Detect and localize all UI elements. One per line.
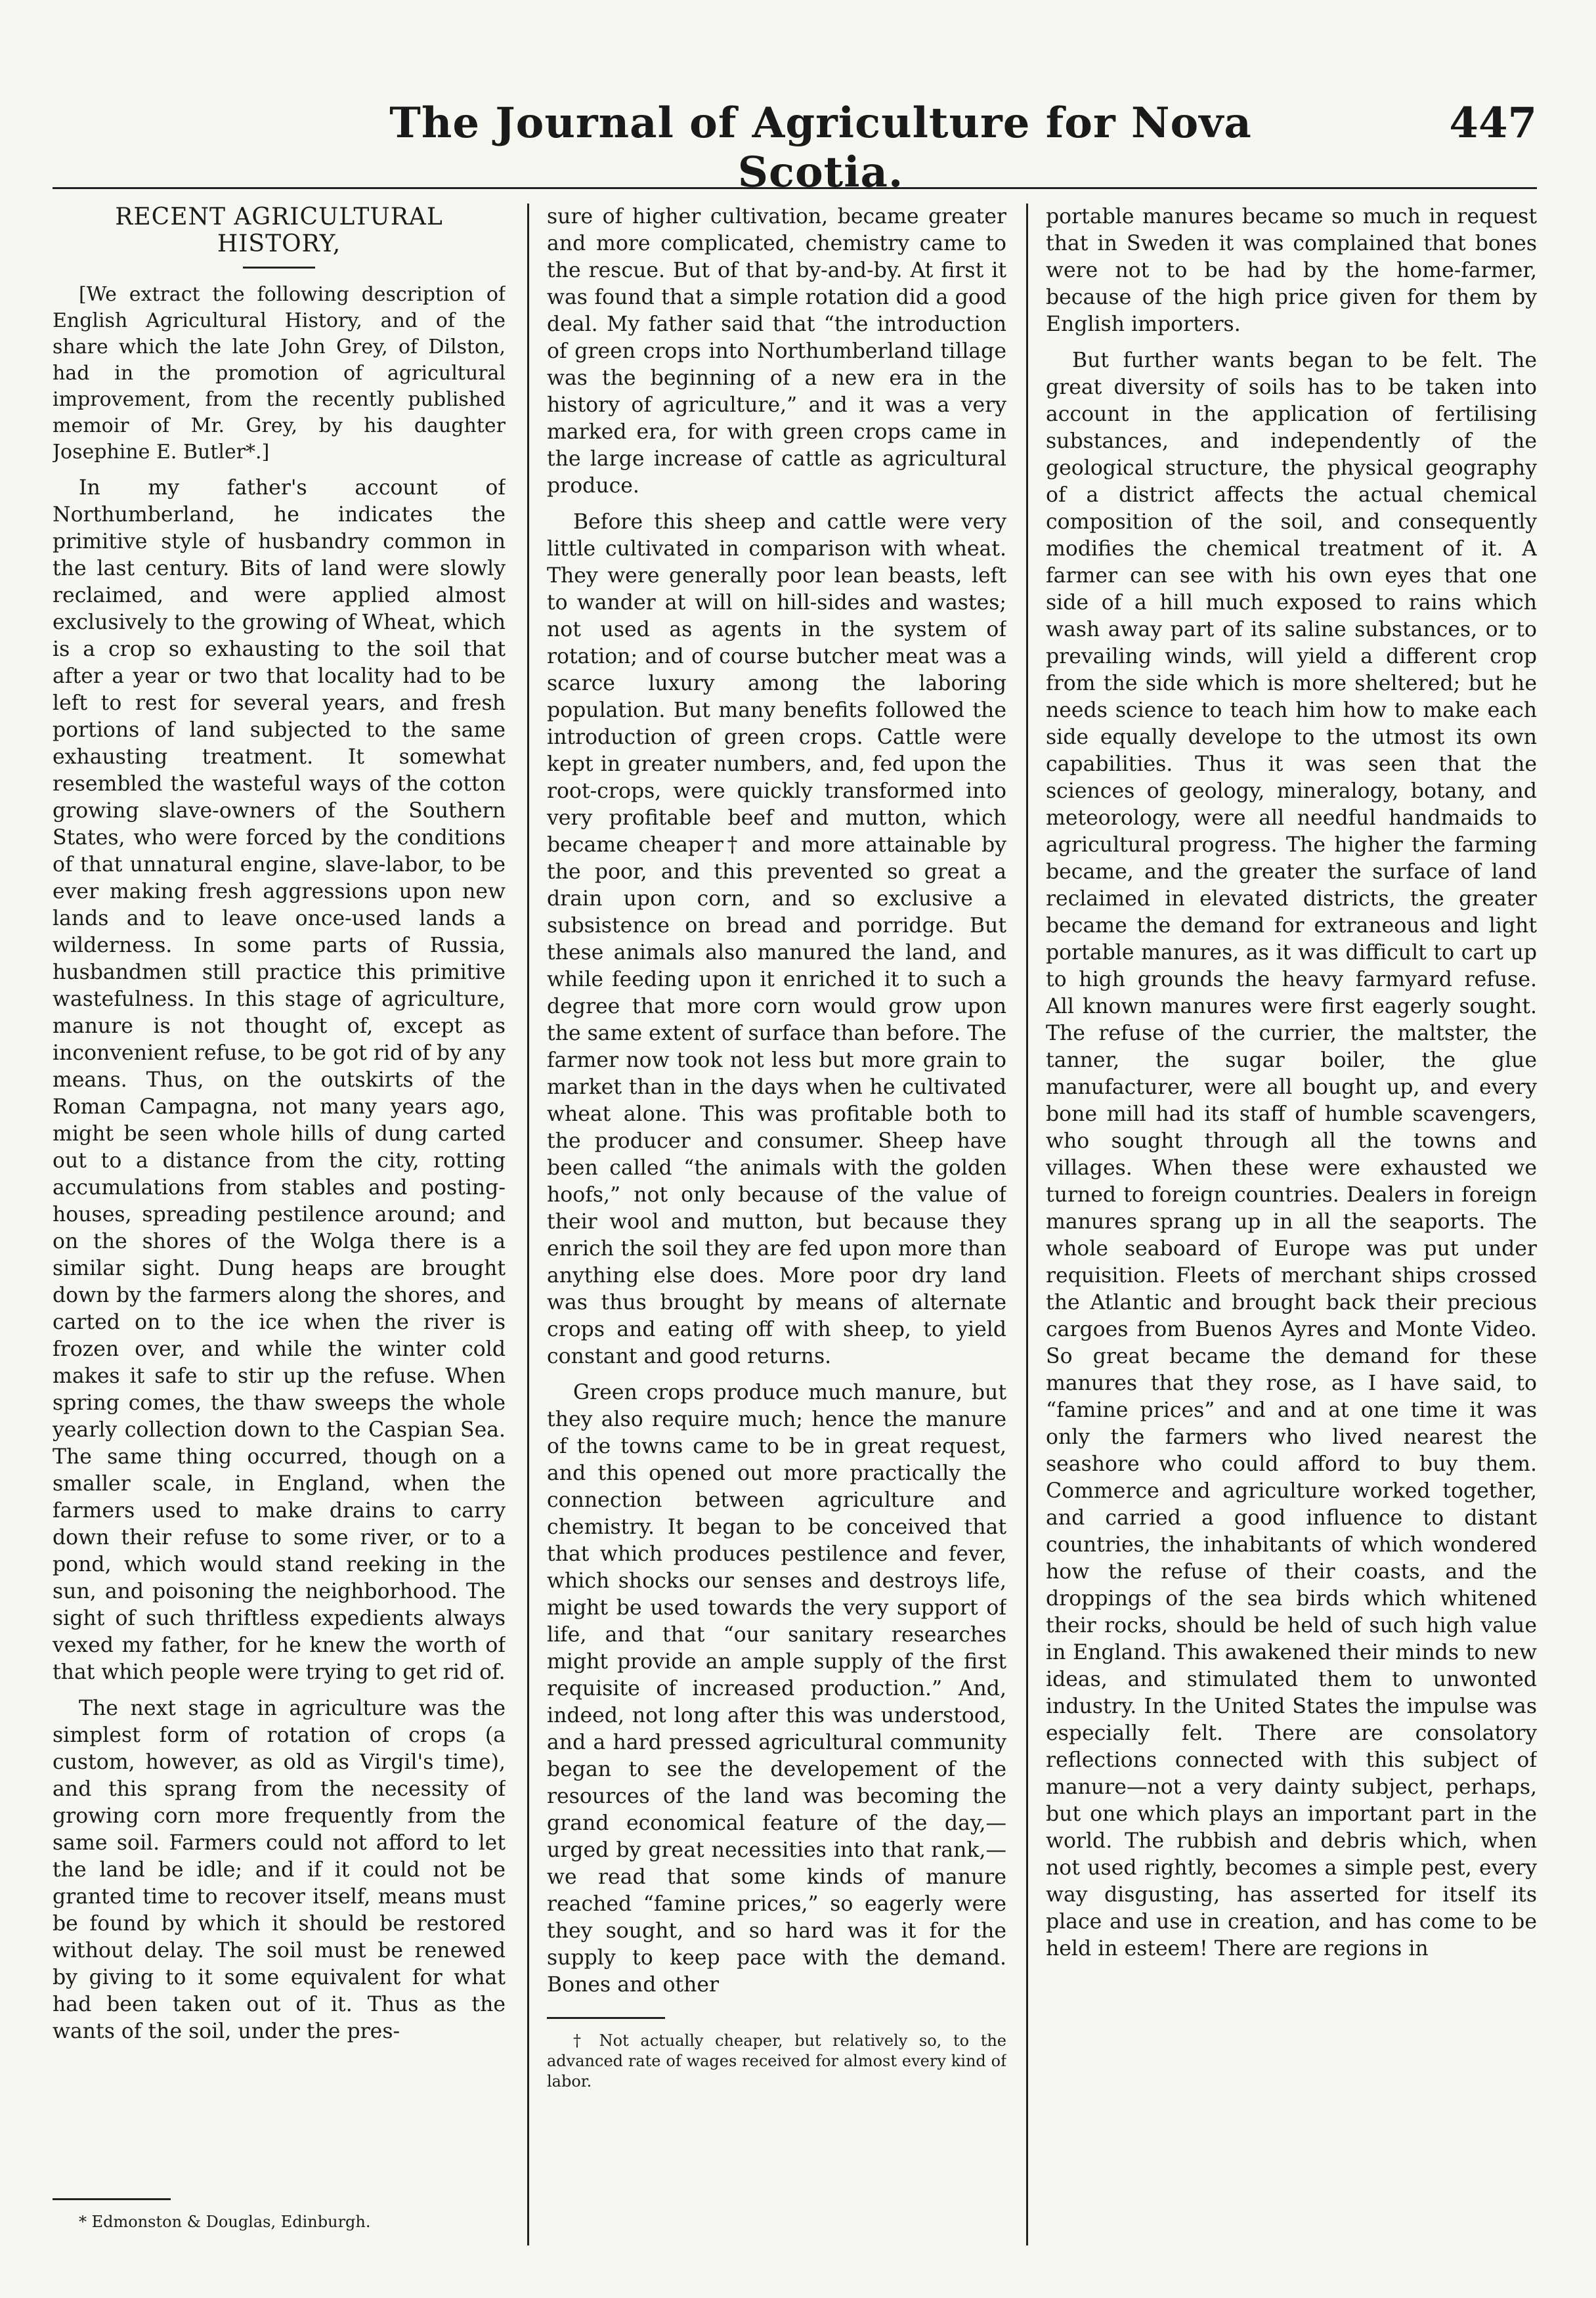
title-rule [243,267,315,269]
paragraph: Before this sheep and cattle were very little cultivated in comparison with wheat. They were generally poor lean beasts, left to wander at will on hill-sides and wastes; not used as agents in the system of rotation; and of course butcher meat was a scarce luxury among the laboring population. But many benefits followed the introduction of green crops. Cattle were kept in greater numbers, and, fed upon the root-crops, were quickly transformed into very profitable beef and mutton, which became cheaper† and more attainable by the poor, and this prevented so great a drain upon corn, and so exclusive a subsistence on bread and porridge. But these animals also manured the land, and while feeding upon it enriched it to such a degree that more corn would grow upon the same extent of surface than before. The farmer now took not less but more grain to market than in the days when he cultivated wheat alone. This was profitable both to the producer and consumer. Sheep have been called “the animals with the golden hoofs,” not only because of the value of their wool and mutton, but because they enrich the soil they are fed upon more than anything else does. More poor dry land was thus brought by means of alternate crops and eating off with sheep, to yield constant and good returns. [547,510,1006,1368]
paragraph: In my father's account of Northumberland, he indicates the primitive style of husbandry common in the last century. Bits of land were slowly reclaimed, and were applied almost exclusively to the growing of Wheat, which is a crop so exhausting to the soil that after a year or two that locality had to be left to rest for several years, and fresh portions of land subjected to the same exhausting treatment. It somewhat resembled the wasteful ways of the cotton growing slave-owners of the Southern States, who were forced by the conditions of that unnatural engine, slave-labor, to be ever making fresh aggressions upon new lands and to leave once-used lands a wilderness. In some parts of Russia, husbandmen still practice this primitive wastefulness. In this stage of agriculture, manure is not thought of, except as inconvenient refuse, to be got rid of by any means. Thus, on the outskirts of the Roman Campagna, not many years ago, might be seen whole hills of dung carted out to a distance from the city, rotting accumulations from stables and posting-houses, spreading pestilence around; and on the shores of the Wolga there is a similar sight. Dung heaps are brought down by the farmers along the shores, and carted on to the ice when the river is frozen over, and while the winter cold makes it safe to stir up the refuse. When spring comes, the thaw sweeps the whole yearly collection down to the Caspian Sea. The same thing occurred, though on a smaller scale, in England, when the farmers used to make drains to carry down their refuse to some river, or to a pond, which would stand reeking in the sun, and poisoning the neighborhood. The sight of such thriftless expedients always vexed my father, for he knew the worth of that which people were trying to get rid of. [53,476,506,1684]
header-rule [53,187,1537,189]
footnote-dagger: † Not actually cheaper, but relatively so, to the advanced rate of wages received for almost every kind of labor. [547,2031,1006,2091]
article-title: RECENT AGRICULTURAL HISTORY, [115,204,443,257]
running-head [53,98,1537,197]
footnote-rule [53,2198,171,2200]
paragraph: portable manures became so much in request that in Sweden it was complained that bones were not to be had by the home-farmer, because of the high price given for them by English importers. [1046,205,1537,336]
intro-note: [We extract the following description of English Agricultural History, and of the share which the late John Grey, of Dilston, had in the promotion of agricultural improvement, from the recently published memoir of Mr. Grey, by his daughter Josephine E. Butler*.] [53,283,506,464]
footnote-star: * Edmonston & Douglas, Edinburgh. [79,2213,371,2231]
column-divider-2 [1026,204,1028,2245]
page-number: 447 [1449,98,1537,148]
paragraph: Green crops produce much manure, but they also require much; hence the manure of the towns came to be in great request, and this opened out more practically the connection between agriculture and chemistry. It began to be conceived that that which produces pestilence and fever, which shocks our senses and destroys life, might be used towards the very support of life, and that “our sanitary researches might provide an ample supply of the first requisite of increased production.” And, indeed, not long after this was understood, and a hard pressed agricultural community began to see the developement of the resources of the land was becoming the grand economical feature of the day,—urged by great necessities into that rank,—we read that some kinds of manure reached “famine prices,” so eagerly were they sought, and so hard was it for the supply to keep pace with the demand. Bones and other [547,1381,1006,1997]
footnote-star-block [53,2180,506,2232]
paragraph: The next stage in agriculture was the simplest form of rotation of crops (a custom, however, as old as Virgil's time), and this sprang from the necessity of growing corn more frequently from the same soil. Farmers could not afford to let the land be idle; and if it could not be granted time to recover itself, means must be found by which it should be restored without delay. The soil must be renewed by giving to it some equivalent for what had been taken out of it. Thus as the wants of the soil, under the pres- [53,1697,506,2043]
footnote-rule [547,2017,665,2019]
paragraph: sure of higher cultivation, became greater and more complicated, chemistry came to the rescue. But of that by-and-by. At first it was found that a simple rotation did a good deal. My father said that “the introduction of green crops into Northumberland tillage was the beginning of a new era in the history of agriculture,” and it was a very marked era, for with green crops came in the large increase of cattle as agricultural produce. [547,205,1006,498]
column-3 [1046,204,1537,2245]
paragraph: But further wants began to be felt. The great diversity of soils has to be taken into account in the application of fertilising substances, and independently of the geological structure, the physical geography of a district affects the actual chemical composition of the soil, and consequently modifies the chemical treatment of it. A farmer can see with his own eyes that one side of a hill much exposed to rains which wash away part of its saline substances, or to prevailing winds, will yield a different crop from the side which is more sheltered; but he needs science to teach him how to make each side equally develope to the utmost its own capabilities. Thus it was seen that the sciences of geology, mineralogy, botany, and meteorology, were all needful handmaids to agricultural progress. The higher the farming became, and the greater the surface of land reclaimed in elevated districts, the greater became the demand for extraneous and light portable manures, as it was difficult to cart up to high grounds the heavy farmyard refuse. All known manures were first eagerly sought. The refuse of the currier, the maltster, the tanner, the sugar boiler, the glue manufacturer, were all bought up, and every bone mill had its staff of humble scavengers, who sought through all the towns and villages. When these were exhausted we turned to foreign countries. Dealers in foreign manures sprang up in all the seaports. The whole seaboard of Europe was put under requisition. Fleets of merchant ships crossed the Atlantic and brought back their precious cargoes from Buenos Ayres and Monte Video. So great became the demand for these manures that they rose, as I have said, to “famine prices” and and at one time it was only the farmers who lived nearest the seashore who could afford to buy them. Commerce and agriculture worked together, and carried a good influence to distant countries, the inhabitants of which wondered how the refuse of their coasts, and the droppings of the sea birds which whitened their rocks, should be held of such high value in England. This awakened their minds to new ideas, and stimulated them to unwonted industry. In the United States the impulse was especially felt. There are consolatory reflections connected with this subject of manure—not a very dainty subject, perhaps, but one which plays an important part in the world. The rubbish and debris which, when not used rightly, becomes a simple pest, every way disgusting, has asserted for itself its place and use in creation, and has come to be held in esteem! There are regions in [1046,349,1537,1961]
journal-title: The Journal of Agriculture for Nova Scotia. [389,98,1252,197]
column-1 [53,204,506,2245]
column-2 [547,204,1006,2245]
column-divider-1 [527,204,529,2245]
